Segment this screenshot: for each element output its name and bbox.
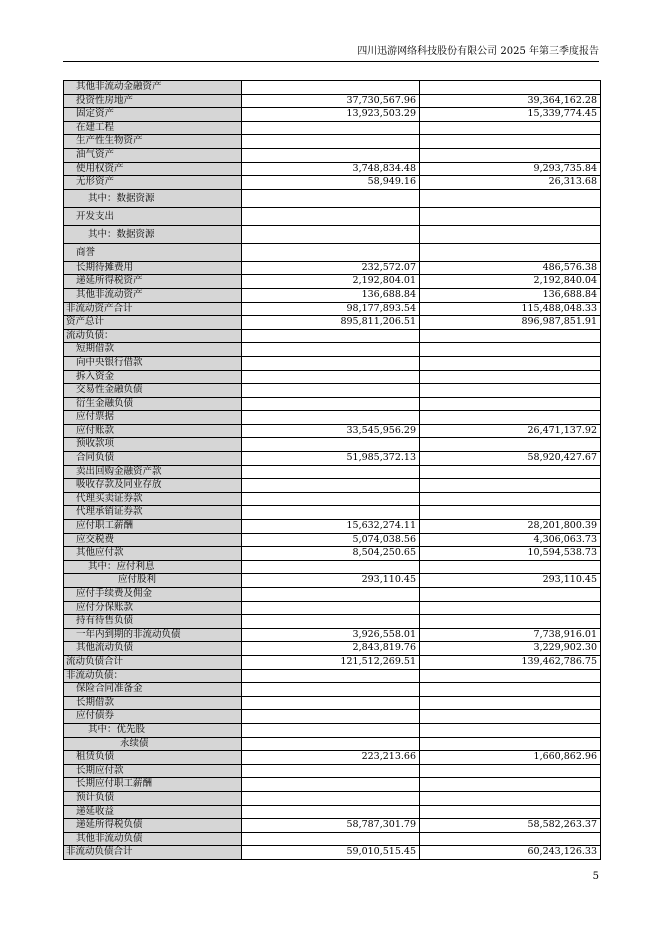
- row-label: 非流动负债合计: [64, 846, 242, 860]
- header-divider: [63, 61, 599, 62]
- table-row: [64, 302, 601, 316]
- table-row: [64, 356, 601, 370]
- current-period-value: 58,787,301.79: [242, 819, 420, 833]
- table-row: [64, 81, 601, 95]
- table-row: [64, 343, 601, 357]
- prior-period-value: [420, 189, 601, 207]
- table-row: [64, 452, 601, 466]
- prior-period-value: [420, 370, 601, 384]
- current-period-value: [242, 710, 420, 724]
- prior-period-value: 58,582,263.37: [420, 819, 601, 833]
- row-label: 生产性生物资产: [64, 135, 242, 149]
- prior-period-value: 10,594,538.73: [420, 547, 601, 561]
- table-row: [64, 574, 601, 588]
- prior-period-value: 26,471,137.92: [420, 424, 601, 438]
- current-period-value: [242, 243, 420, 261]
- row-label: 代理承销证券款: [64, 506, 242, 520]
- balance-sheet-body: [64, 81, 601, 860]
- table-row: [64, 506, 601, 520]
- table-row: [64, 479, 601, 493]
- row-label: 应交税费: [64, 533, 242, 547]
- current-period-value: [242, 737, 420, 751]
- row-label: 其他非流动资产: [64, 288, 242, 302]
- table-row: [64, 846, 601, 860]
- current-period-value: [242, 601, 420, 615]
- row-label: 合同负债: [64, 452, 242, 466]
- row-label: 租赁负债: [64, 751, 242, 765]
- table-row: [64, 225, 601, 243]
- row-label: 其他非流动负债: [64, 832, 242, 846]
- current-period-value: [242, 343, 420, 357]
- page-number: 5: [592, 871, 599, 882]
- current-period-value: [242, 832, 420, 846]
- table-row: [64, 370, 601, 384]
- current-period-value: [242, 560, 420, 574]
- table-row: [64, 805, 601, 819]
- current-period-value: 2,843,819.76: [242, 642, 420, 656]
- table-row: [64, 189, 601, 207]
- prior-period-value: [420, 764, 601, 778]
- prior-period-value: [420, 135, 601, 149]
- row-label: 其他非流动金融资产: [64, 81, 242, 95]
- row-label: 固定资产: [64, 108, 242, 122]
- row-label: 使用权资产: [64, 162, 242, 176]
- current-period-value: [242, 723, 420, 737]
- current-period-value: [242, 411, 420, 425]
- prior-period-value: [420, 723, 601, 737]
- row-label: 递延所得税负债: [64, 819, 242, 833]
- current-period-value: [242, 696, 420, 710]
- row-label: 非流动负债：: [64, 669, 242, 683]
- current-period-value: 13,923,503.29: [242, 108, 420, 122]
- row-label: 代理买卖证券款: [64, 492, 242, 506]
- current-period-value: 232,572.07: [242, 261, 420, 275]
- current-period-value: 121,512,269.51: [242, 655, 420, 669]
- current-period-value: [242, 588, 420, 602]
- row-label: 应付债券: [64, 710, 242, 724]
- current-period-value: [242, 492, 420, 506]
- current-period-value: [242, 764, 420, 778]
- current-period-value: 37,730,567.96: [242, 94, 420, 108]
- prior-period-value: 293,110.45: [420, 574, 601, 588]
- prior-period-value: [420, 207, 601, 225]
- current-period-value: [242, 615, 420, 629]
- table-row: [64, 492, 601, 506]
- prior-period-value: 1,660,862.96: [420, 751, 601, 765]
- prior-period-value: [420, 710, 601, 724]
- table-row: [64, 601, 601, 615]
- table-row: [64, 135, 601, 149]
- current-period-value: 15,632,274.11: [242, 520, 420, 534]
- prior-period-value: [420, 225, 601, 243]
- prior-period-value: [420, 438, 601, 452]
- current-period-value: [242, 135, 420, 149]
- current-period-value: 59,010,515.45: [242, 846, 420, 860]
- table-row: [64, 547, 601, 561]
- current-period-value: 8,504,250.65: [242, 547, 420, 561]
- prior-period-value: [420, 615, 601, 629]
- prior-period-value: [420, 737, 601, 751]
- current-period-value: 3,926,558.01: [242, 628, 420, 642]
- table-row: [64, 560, 601, 574]
- table-row: [64, 710, 601, 724]
- prior-period-value: [420, 506, 601, 520]
- table-row: [64, 121, 601, 135]
- table-row: [64, 628, 601, 642]
- table-row: [64, 207, 601, 225]
- table-row: [64, 261, 601, 275]
- prior-period-value: 9,293,735.84: [420, 162, 601, 176]
- balance-sheet-table: [63, 80, 601, 860]
- current-period-value: 98,177,893.54: [242, 302, 420, 316]
- row-label: 应付手续费及佣金: [64, 588, 242, 602]
- prior-period-value: [420, 492, 601, 506]
- table-row: [64, 243, 601, 261]
- prior-period-value: 4,306,063.73: [420, 533, 601, 547]
- row-label: 持有待售负债: [64, 615, 242, 629]
- table-row: [64, 791, 601, 805]
- current-period-value: [242, 791, 420, 805]
- current-period-value: [242, 225, 420, 243]
- current-period-value: [242, 81, 420, 95]
- table-row: [64, 737, 601, 751]
- table-row: [64, 832, 601, 846]
- row-label: 其中：数据资源: [64, 225, 242, 243]
- row-label: 应付职工薪酬: [64, 520, 242, 534]
- table-row: [64, 615, 601, 629]
- row-label: 其他流动负债: [64, 642, 242, 656]
- table-row: [64, 642, 601, 656]
- current-period-value: [242, 506, 420, 520]
- prior-period-value: [420, 805, 601, 819]
- row-label: 预收款项: [64, 438, 242, 452]
- table-row: [64, 94, 601, 108]
- table-row: [64, 723, 601, 737]
- table-row: [64, 778, 601, 792]
- row-label: 商誉: [64, 243, 242, 261]
- current-period-value: [242, 148, 420, 162]
- table-row: [64, 411, 601, 425]
- prior-period-value: [420, 588, 601, 602]
- current-period-value: 51,985,372.13: [242, 452, 420, 466]
- row-label: 其中：优先股: [64, 723, 242, 737]
- current-period-value: [242, 121, 420, 135]
- row-label: 长期待摊费用: [64, 261, 242, 275]
- current-period-value: [242, 397, 420, 411]
- prior-period-value: 115,488,048.33: [420, 302, 601, 316]
- table-row: [64, 588, 601, 602]
- row-label: 在建工程: [64, 121, 242, 135]
- row-label: 递延所得税资产: [64, 275, 242, 289]
- row-label: 无形资产: [64, 176, 242, 190]
- current-period-value: [242, 384, 420, 398]
- prior-period-value: [420, 479, 601, 493]
- table-row: [64, 275, 601, 289]
- current-period-value: [242, 805, 420, 819]
- table-row: [64, 438, 601, 452]
- row-label: 应付票据: [64, 411, 242, 425]
- table-row: [64, 655, 601, 669]
- prior-period-value: 26,313.68: [420, 176, 601, 190]
- current-period-value: [242, 370, 420, 384]
- row-label: 向中央银行借款: [64, 356, 242, 370]
- row-label: 递延收益: [64, 805, 242, 819]
- prior-period-value: [420, 832, 601, 846]
- prior-period-value: [420, 81, 601, 95]
- current-period-value: 293,110.45: [242, 574, 420, 588]
- row-label: 其中：数据资源: [64, 189, 242, 207]
- prior-period-value: [420, 791, 601, 805]
- current-period-value: 223,213.66: [242, 751, 420, 765]
- prior-period-value: 896,987,851.91: [420, 316, 601, 330]
- table-row: [64, 108, 601, 122]
- table-row: [64, 288, 601, 302]
- row-label: 应付账款: [64, 424, 242, 438]
- current-period-value: 3,748,834.48: [242, 162, 420, 176]
- table-row: [64, 316, 601, 330]
- report-header-title: 四川迅游网络科技股份有限公司 2025 年第三季度报告: [357, 46, 599, 57]
- row-label: 油气资产: [64, 148, 242, 162]
- prior-period-value: [420, 397, 601, 411]
- row-label: 资产总计: [64, 316, 242, 330]
- table-row: [64, 669, 601, 683]
- prior-period-value: [420, 148, 601, 162]
- row-label: 短期借款: [64, 343, 242, 357]
- current-period-value: [242, 189, 420, 207]
- current-period-value: 136,688.84: [242, 288, 420, 302]
- row-label: 一年内到期的非流动负债: [64, 628, 242, 642]
- prior-period-value: 39,364,162.28: [420, 94, 601, 108]
- prior-period-value: 139,462,786.75: [420, 655, 601, 669]
- row-label: 应付分保账款: [64, 601, 242, 615]
- prior-period-value: 58,920,427.67: [420, 452, 601, 466]
- prior-period-value: [420, 243, 601, 261]
- prior-period-value: 15,339,774.45: [420, 108, 601, 122]
- table-row: [64, 329, 601, 343]
- prior-period-value: 60,243,126.33: [420, 846, 601, 860]
- row-label: 预计负债: [64, 791, 242, 805]
- prior-period-value: 2,192,840.04: [420, 275, 601, 289]
- row-label: 其中：应付利息: [64, 560, 242, 574]
- current-period-value: [242, 438, 420, 452]
- row-label: 卖出回购金融资产款: [64, 465, 242, 479]
- row-label: 投资性房地产: [64, 94, 242, 108]
- current-period-value: [242, 356, 420, 370]
- table-row: [64, 397, 601, 411]
- table-row: [64, 176, 601, 190]
- current-period-value: [242, 669, 420, 683]
- current-period-value: [242, 207, 420, 225]
- table-row: [64, 424, 601, 438]
- prior-period-value: [420, 778, 601, 792]
- row-label: 保险合同准备金: [64, 683, 242, 697]
- row-label: 长期借款: [64, 696, 242, 710]
- table-row: [64, 533, 601, 547]
- prior-period-value: 3,229,902.30: [420, 642, 601, 656]
- table-row: [64, 162, 601, 176]
- prior-period-value: [420, 356, 601, 370]
- row-label: 永续债: [64, 737, 242, 751]
- current-period-value: 58,949.16: [242, 176, 420, 190]
- current-period-value: 2,192,804.01: [242, 275, 420, 289]
- row-label: 长期应付职工薪酬: [64, 778, 242, 792]
- prior-period-value: [420, 696, 601, 710]
- row-label: 流动负债合计: [64, 655, 242, 669]
- row-label: 吸收存款及同业存放: [64, 479, 242, 493]
- table-row: [64, 384, 601, 398]
- current-period-value: [242, 778, 420, 792]
- prior-period-value: [420, 560, 601, 574]
- row-label: 非流动资产合计: [64, 302, 242, 316]
- prior-period-value: [420, 465, 601, 479]
- current-period-value: [242, 465, 420, 479]
- prior-period-value: 136,688.84: [420, 288, 601, 302]
- current-period-value: [242, 479, 420, 493]
- table-row: [64, 683, 601, 697]
- row-label: 交易性金融负债: [64, 384, 242, 398]
- table-row: [64, 751, 601, 765]
- table-row: [64, 465, 601, 479]
- current-period-value: [242, 329, 420, 343]
- table-row: [64, 520, 601, 534]
- row-label: 流动负债：: [64, 329, 242, 343]
- prior-period-value: 486,576.38: [420, 261, 601, 275]
- row-label: 衍生金融负债: [64, 397, 242, 411]
- prior-period-value: [420, 683, 601, 697]
- prior-period-value: [420, 384, 601, 398]
- table-row: [64, 696, 601, 710]
- prior-period-value: 28,201,800.39: [420, 520, 601, 534]
- current-period-value: 5,074,038.56: [242, 533, 420, 547]
- prior-period-value: [420, 411, 601, 425]
- table-row: [64, 148, 601, 162]
- prior-period-value: [420, 669, 601, 683]
- current-period-value: 33,545,956.29: [242, 424, 420, 438]
- prior-period-value: [420, 343, 601, 357]
- prior-period-value: [420, 121, 601, 135]
- current-period-value: [242, 683, 420, 697]
- row-label: 长期应付款: [64, 764, 242, 778]
- table-row: [64, 764, 601, 778]
- row-label: 开发支出: [64, 207, 242, 225]
- row-label: 其他应付款: [64, 547, 242, 561]
- prior-period-value: [420, 601, 601, 615]
- prior-period-value: 7,738,916.01: [420, 628, 601, 642]
- row-label: 应付股利: [64, 574, 242, 588]
- prior-period-value: [420, 329, 601, 343]
- current-period-value: 895,811,206.51: [242, 316, 420, 330]
- row-label: 拆入资金: [64, 370, 242, 384]
- table-row: [64, 819, 601, 833]
